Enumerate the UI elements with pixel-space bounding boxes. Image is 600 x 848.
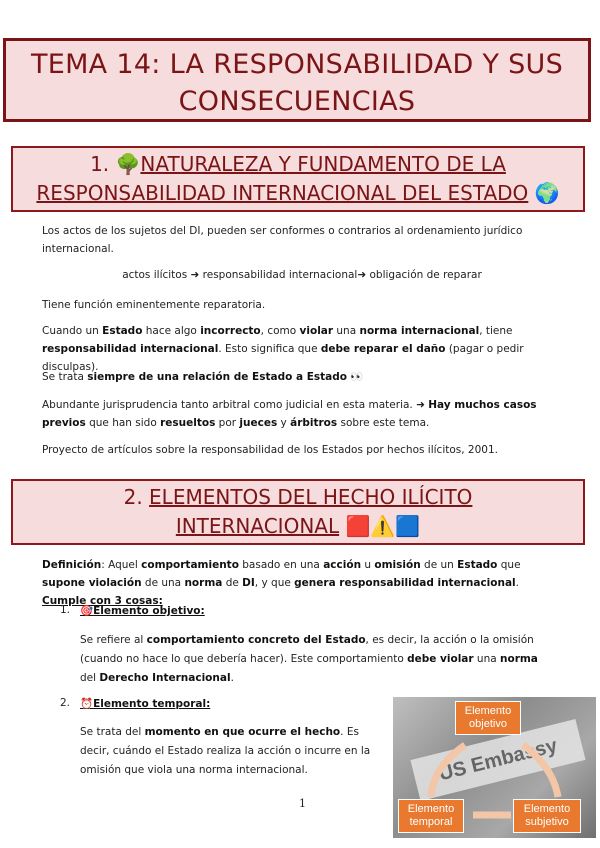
list-head-objetivo: 🎯Elemento objetivo: [80, 605, 205, 617]
paragraph-funcion: Tiene función eminentemente reparatoria. [42, 299, 266, 311]
document-title [3, 38, 591, 122]
list-body-temporal: Se trata del momento en que ocurre el hecho. Es decir, cuándo el Estado realiza la acción o incurre en la omisión que viola una norma internacional. [80, 726, 371, 776]
paragraph-definicion: Definición: Aquel comportamiento basado en una acción u omisión de un Estado que supone violación de una norma de DI, y que genera responsabilidad internacional. Cumple con 3 cosas: [42, 559, 521, 607]
section-number: 1. [90, 152, 110, 176]
alarm-clock-icon: ⏰ [80, 698, 94, 710]
list-body-objetivo: Se refiere al comportamiento concreto del Estado, es decir, la acción o la omisión (cuando no hace lo que debería hacer). Este comportamiento debe violar una norma del Derecho Internacional. [80, 634, 538, 684]
section-1-title-line1: NATURALEZA Y FUNDAMENTO DE LA [140, 152, 506, 176]
globe-icon: 🌍 [534, 181, 560, 205]
warning-icons: 🟥⚠️🟦 [345, 514, 421, 538]
section-1-heading [11, 146, 585, 212]
paragraph-actos: Los actos de los sujetos del DI, pueden ser conformes o contrarios al ordenamiento jurídico internacional. [42, 225, 523, 255]
eyes-icon: 👀 [346, 371, 364, 383]
section-2-heading [11, 479, 585, 545]
section-1-title-line2: RESPONSABILIDAD INTERNACIONAL DEL ESTADO [36, 181, 529, 205]
paragraph-cuando: Cuando un Estado hace algo incorrecto, como violar una norma internacional, tiene responsabilidad internacional. Esto significa que debe reparar el daño (pagar o pedir disculpas). [42, 325, 524, 373]
node-elemento-temporal: Elemento temporal [398, 799, 464, 833]
node-elemento-subjetivo: Elemento subjetivo [513, 799, 581, 833]
paragraph-chain: actos ilícitos ➜ responsabilidad internacional➜ obligación de reparar [122, 269, 482, 281]
section-2-title-line2: INTERNACIONAL [175, 514, 340, 538]
paragraph-relacion: Se trata siempre de una relación de Estado a Estado 👀 [42, 371, 364, 383]
paragraph-proyecto: Proyecto de artículos sobre la responsabilidad de los Estados por hechos ilícitos, 2001. [42, 444, 498, 456]
elements-diagram-image [393, 697, 596, 838]
list-head-temporal: ⏰Elemento temporal: [80, 698, 211, 710]
section-number: 2. [123, 485, 143, 509]
node-elemento-objetivo: Elemento objetivo [455, 701, 521, 735]
page-number: 1 [299, 797, 306, 810]
target-icon: 🎯 [80, 605, 94, 617]
title-line-2: CONSECUENCIAS [178, 86, 416, 117]
photo-banner: US Embassy [410, 719, 585, 801]
tree-icon: 🌳 [115, 152, 141, 176]
paragraph-jurisprudencia: Abundante jurisprudencia tanto arbitral como judicial en esta materia. ➜ Hay muchos casos previos que han sido resueltos por jueces y árbitros sobre este tema. [42, 399, 537, 429]
list-number-2: 2. [60, 697, 71, 709]
section-2-title-line1: ELEMENTOS DEL HECHO ILÍCITO [149, 485, 473, 509]
list-number-1: 1. [60, 604, 71, 616]
title-line-1: TEMA 14: LA RESPONSABILIDAD Y SUS [30, 49, 564, 80]
